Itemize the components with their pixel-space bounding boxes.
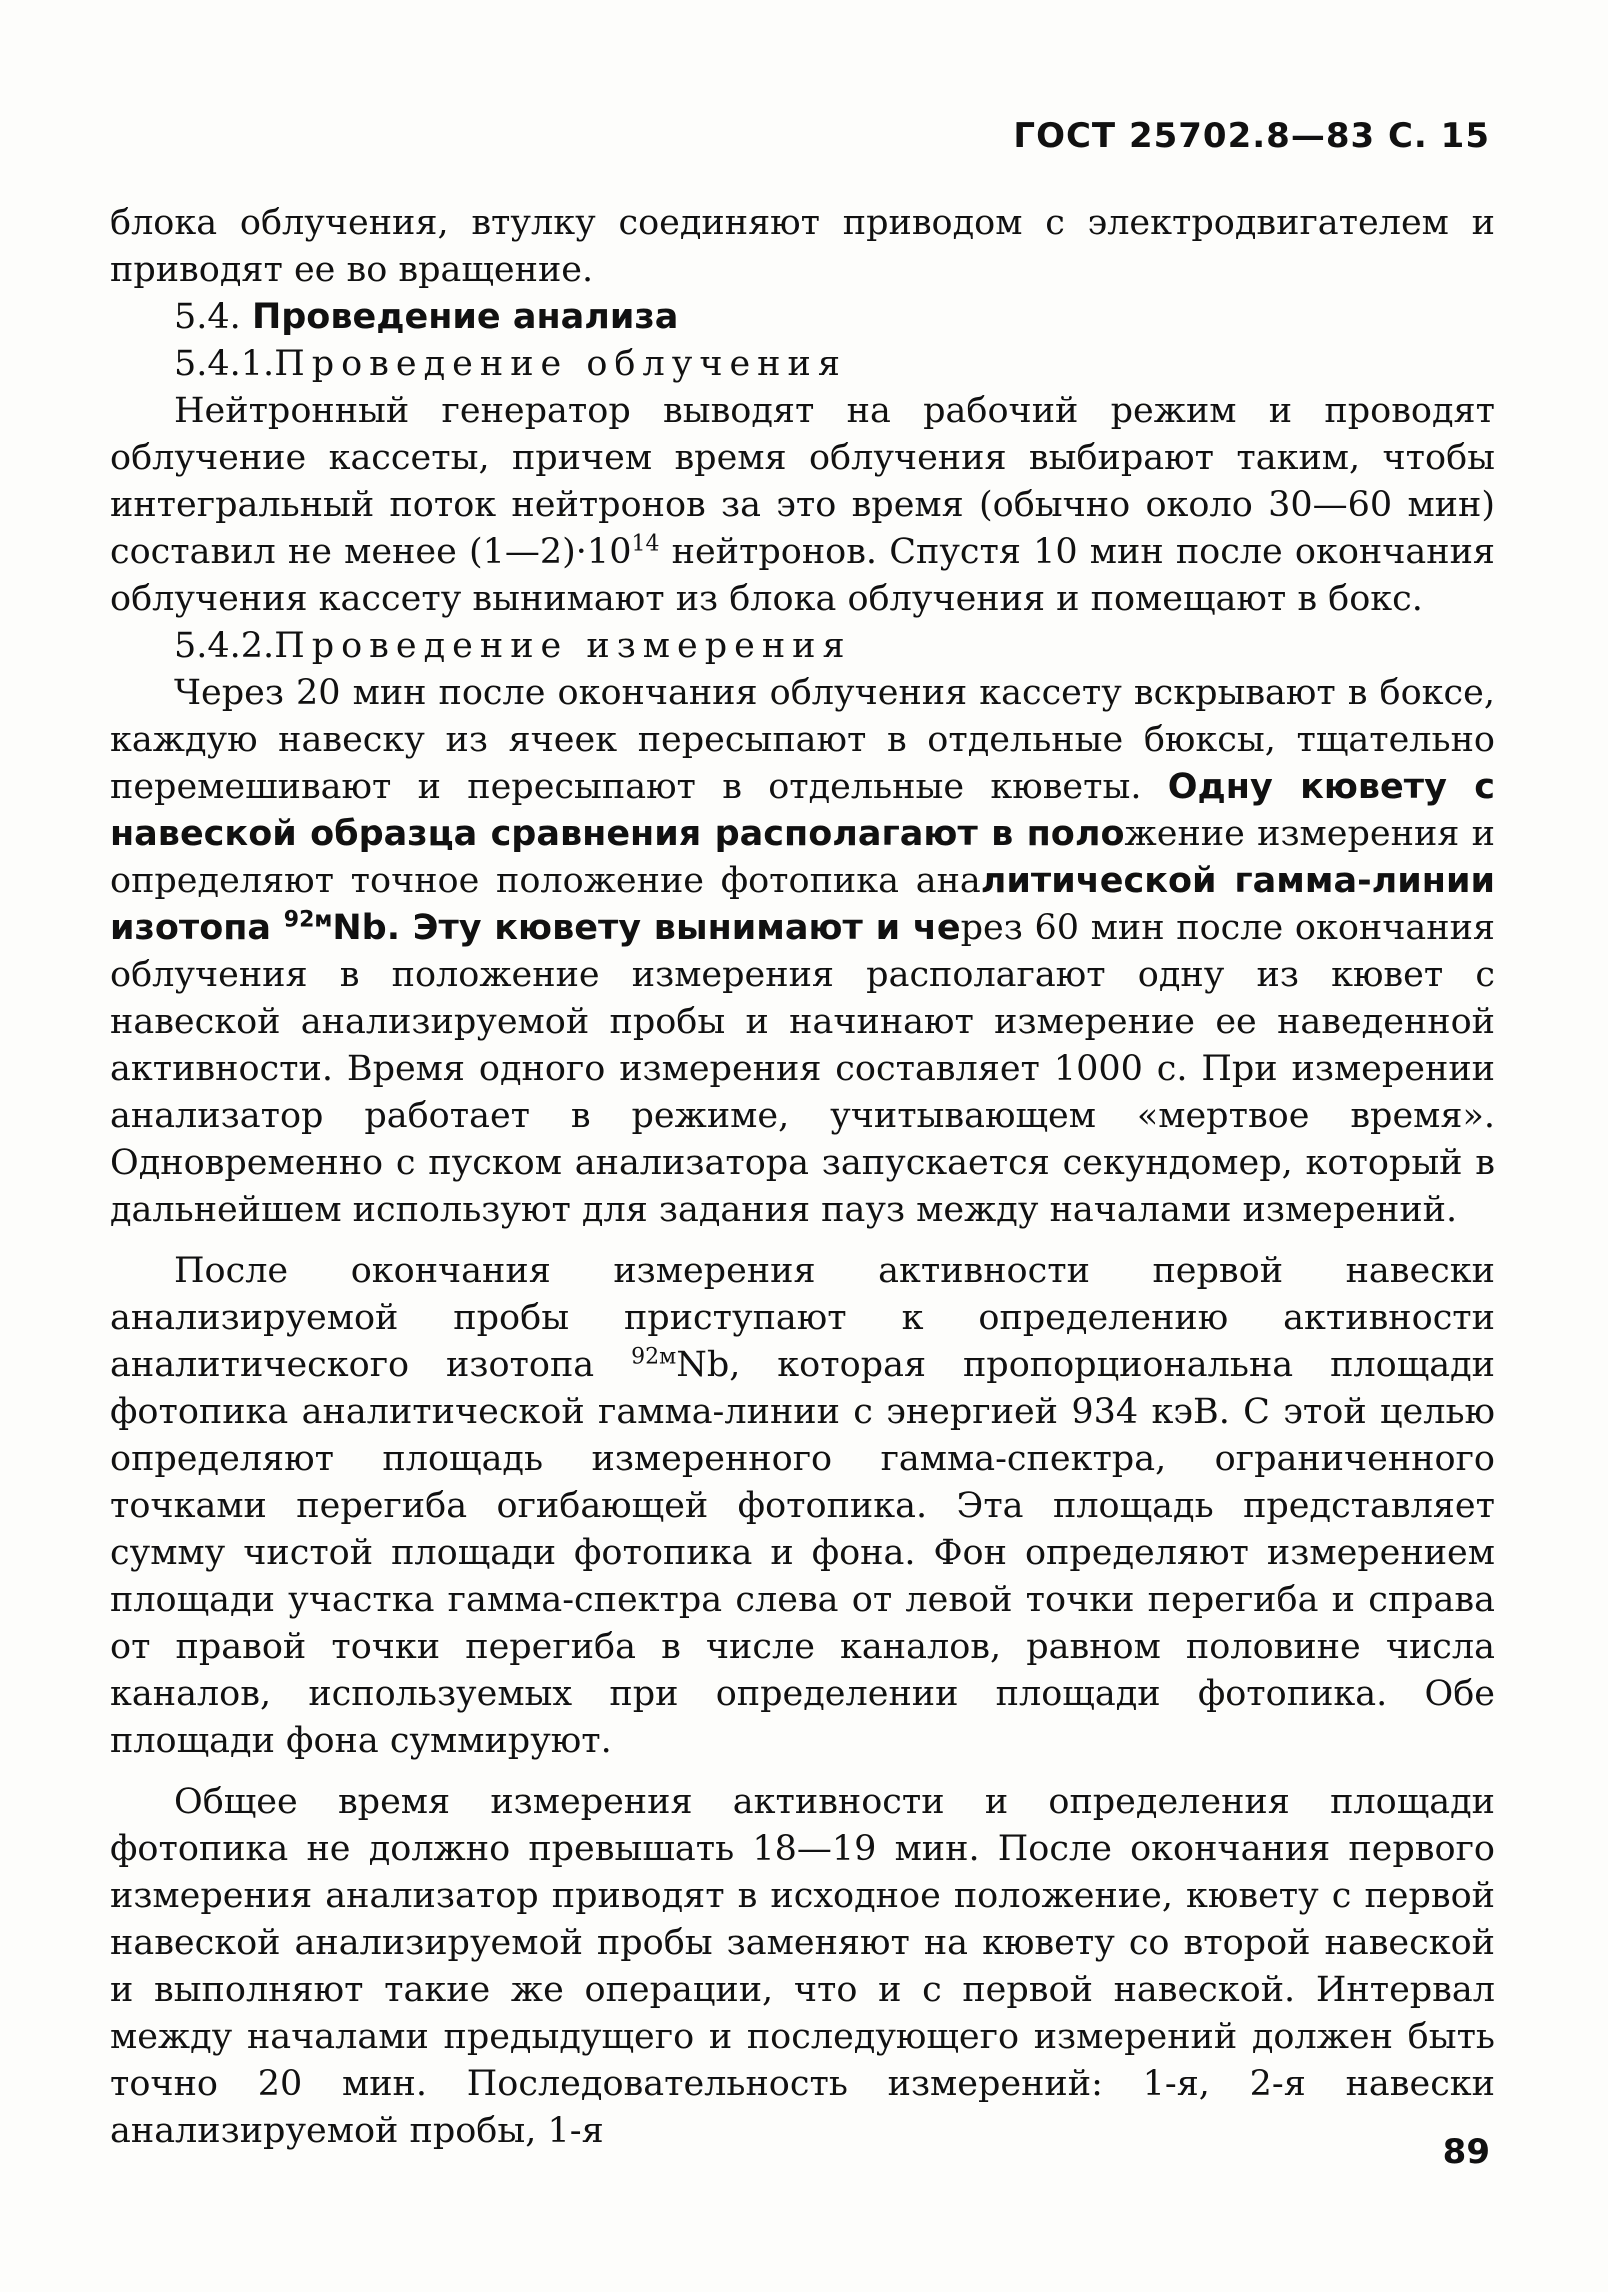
superscript: 92м	[283, 907, 333, 933]
section-heading-5-4-1	[110, 341, 1495, 388]
paragraph-continuation: блока облучения, втулку соединяют приводом с электродвигателем и приводят ее во вращение.	[110, 203, 1495, 290]
text-segment: Nb, которая пропорциональна площади фотопика аналитической гамма-линии с энергией 934 кэВ. С этой целью определяют площадь измеренного гамма-спектра, ограниченного точками перегиба огибающей фотопика. Эта площадь представляет сумму чистой площади фотопика и фона. Фон определяют измерением площади участка гамма-спектра слева от левой точки перегиба и справа от правой точки перегиба в числе каналов, равном половине числа каналов, используемых при определении площади фотопика. Обе площади фона суммируют.	[110, 1345, 1496, 1761]
text-segment: Через 20 мин после окончания облучения кассету вскрывают в боксе, каждую навеску из ячеек пересыпают в отдельные бюксы, тщательно перемешивают и пересыпают в отдельные кюветы.	[110, 673, 1495, 807]
paragraph-total-time: Общее время измерения активности и определения площади фотопика не должно превышать 18—19 мин. После окончания первого измерения анализатор приводят в исходное положение, кювету с первой навеской анализируемой пробы заменяют на кювету со второй навеской и выполняют такие же операции, что и с первой навеской. Интервал между началами предыдущего и последующего измерений должен быть точно 20 мин. Последовательность измерений: 1-я, 2-я навески анализируемой пробы, 1-я	[110, 1782, 1495, 2151]
paragraph-analysis	[110, 1248, 1495, 1765]
paragraph-irradiation	[110, 388, 1495, 623]
body-text	[110, 200, 1495, 2155]
section-title: Проведение облучения	[274, 344, 847, 384]
section-title: Проведение анализа	[251, 297, 679, 337]
paragraph-measurement	[110, 670, 1495, 1234]
bold-text-segment: литической гамма-линии изотопа	[110, 861, 1495, 948]
text-segment: жение измерения и определяют точное положение фотопика ана	[110, 814, 1495, 901]
section-number: 5.4.	[174, 297, 241, 337]
superscript: 92м	[631, 1344, 677, 1370]
running-header: ГОСТ 25702.8—83 С. 15	[1013, 116, 1490, 156]
section-title: Проведение измерения	[274, 626, 852, 666]
bold-text-segment: Одну кювету с навеской образца сравнения располагают в поло	[110, 767, 1495, 854]
section-number: 5.4.2.	[174, 626, 275, 666]
text-segment: нейтронов. Спустя 10 мин после окончания облучения кассету вынимают из блока облучения и помещают в бокс.	[110, 532, 1496, 619]
text-segment: рез 60 мин после окончания облучения в положение измерения располагают одну из кювет с навеской анализируемой пробы и начинают измерение ее наведенной активности. Время одного измерения составляет 1000 с. При измерении анализатор работает в режиме, учитывающем «мертвое время». Одновременно с пуском анализатора запускается секундомер, который в дальнейшем используют для задания пауз между началами измерений.	[110, 908, 1495, 1230]
text-segment: После окончания измерения активности первой навески анализируемой пробы приступают к определению активности аналитического изотопа	[110, 1251, 1495, 1385]
page-number: 89	[1442, 2132, 1490, 2172]
section-heading-5-4-2	[110, 623, 1495, 670]
section-number: 5.4.1.	[174, 344, 275, 384]
text-segment: Нейтронный генератор выводят на рабочий режим и проводят облучение кассеты, причем время облучения выбирают таким, чтобы интегральный поток нейтронов за это время (обычно около 30—60 мин) составил не менее (1—2)·10	[110, 391, 1495, 572]
superscript: 14	[631, 531, 660, 557]
bold-text-segment: Nb. Эту кювету вынимают и че	[332, 908, 961, 948]
section-heading-5-4	[110, 294, 1495, 341]
